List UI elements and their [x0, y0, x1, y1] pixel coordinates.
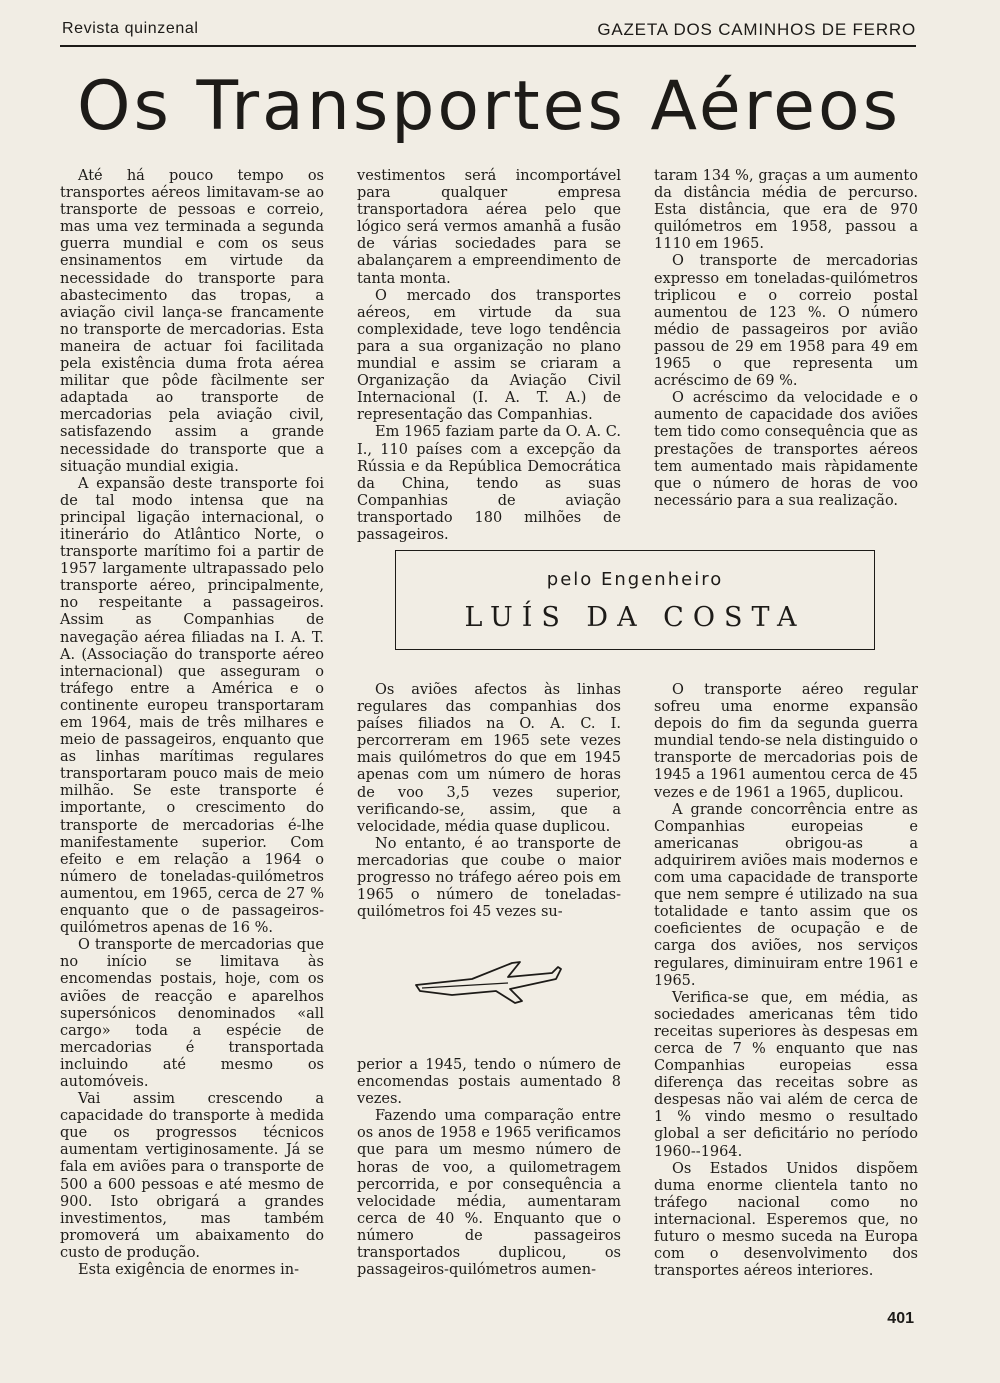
paragraph: O transporte de mercadorias que no início se limitava às encomendas postais, hoje, com os aviões de reacção e aparelhos supersónicos denominados «all cargo» toda a espécie de mercadorias é transportada incluindo até mesmo os automóveis. [60, 937, 324, 1090]
paragraph: A grande concorrência entre as Companhias europeias e americanas obrigou-as a adquirirem aviões mais modernos e com uma capacidade de transporte que nem sempre é utilizado na sua totalidade e tanto assim que os coeficientes de ocupação e de carga dos aviões, nos serviços regulares, diminuiram entre 1961 e 1965. [654, 801, 918, 989]
paragraph: Os Estados Unidos dispõem duma enorme clientela tanto no tráfego nacional como no internacional. Esperemos que, no futuro o mesmo suceda na Europa com o desenvolvimento dos transportes aéreos interiores. [654, 1160, 918, 1280]
article-title: Os Transportes Aéreos [76, 67, 901, 146]
paragraph: Verifica-se que, em média, as sociedades americanas têm tido receitas superiores às despesas em cerca de 7 % enquanto que nas Companhias europeias essa diferença das receitas sobre as despesas não vai além de cerca de 1 % vindo mesmo o resultado global a ser deficitário no período 1960--1964. [654, 989, 918, 1160]
paragraph: Os aviões afectos às linhas regulares das companhias dos países filiados na O. A. C. I. percorreram em 1965 sete vezes mais quilómetros do que em 1945 apenas com um número de horas de voo 3,5 vezes superior, verificando-se, assim, que a velocidade, média quase duplicou. [357, 682, 621, 835]
paragraph: taram 134 %, graças a um aumento da distância média de percurso. Esta distância, que era de 970 quilómetros em 1958, passou a 1110 em 1965. [654, 168, 918, 253]
page-number: 401 [887, 1310, 914, 1327]
paragraph: Em 1965 faziam parte da O. A. C. I., 110 países com a excepção da Rússia e da República Democrática da China, tendo as suas Companhias de aviação transportado 180 milhões de passageiros. [357, 424, 621, 543]
paragraph: perior a 1945, tendo o número de encomendas postais aumentado 8 vezes. [357, 1057, 621, 1108]
paragraph: A expansão deste transporte foi de tal modo intensa que na principal ligação internacional, o itinerário do Atlântico Norte, o transporte marítimo foi a partir de 1957 largamente ultrapassado pelo transporte aéreo, principalmente, no respeitante a passageiros. Assim as Companhias de navegação aérea filiadas na I. A. T. A. (Associação do transporte aéreo internacional) que asseguram o tráfego entre a América e o continente europeu transportaram em 1964, mais de três milhares e meio de passageiros, enquanto que as linhas marítimas regulares transportaram pouco mais de meio milhão. Se este transporte é importante, o crescimento do transporte de mercadorias é-lhe manifestamente superior. Com efeito e em relação a 1964 o número de toneladas-quilómetros aumentou, em 1965, cerca de 27 % enquanto que o de passageiros-quilómetros apenas de 16 %. [60, 475, 324, 937]
byline-prefix: pelo Engenheiro [546, 569, 724, 590]
paragraph: Vai assim crescendo a capacidade do transporte à medida que os progressos técnicos aumentam vertiginosamente. Já se fala em aviões para o transporte de 500 a 600 pessoas e até mesmo de 900. Isto obrigará a grandes investimentos, mas também promoverá um abaixamento do custo de produção. [60, 1091, 324, 1261]
column-3-bottom [654, 682, 918, 1280]
byline-box [395, 550, 875, 650]
magazine-title: GAZETA DOS CAMINHOS DE FERRO [597, 20, 916, 39]
column-3-top [654, 168, 918, 510]
paragraph: Esta exigência de enormes in- [78, 1262, 300, 1278]
header-rule [60, 45, 916, 47]
magazine-frequency: Revista quinzenal [62, 20, 199, 37]
column-2-middle [357, 682, 621, 921]
airplane-icon [412, 955, 562, 1010]
paragraph: O transporte aéreo regular sofreu uma enorme expansão depois do fim da segunda guerra mundial tendo-se nela distinguido o transporte de mercadorias pois de 1945 a 1961 aumentou cerca de 45 vezes e de 1961 a 1965, duplicou. [654, 682, 918, 801]
column-1 [60, 168, 324, 1279]
paragraph: No entanto, é ao transporte de mercadorias que coube o maior progresso no tráfego aéreo pois em 1965 o número de toneladas-quilómetros foi 45 vezes su- [357, 835, 621, 921]
paragraph: O acréscimo da velocidade e o aumento de capacidade dos aviões tem tido como consequência que as prestações de transportes aéreos tem aumentado mais ràpidamente que o número de horas de voo necessário para a sua realização. [654, 390, 918, 509]
paragraph: vestimentos será incomportável para qualquer empresa transportadora aérea pelo que lógico será vermos amanhã a fusão de várias sociedades para se abalançarem a empreendimento de tanta monta. [357, 168, 621, 287]
column-2-top [357, 168, 621, 544]
paragraph: O mercado dos transportes aéreos, em virtude da sua complexidade, teve logo tendência para a sua organização no plano mundial e assim se criaram a Organização da Aviação Civil Internacional (I. A. T. A.) de representação das Companhias. [357, 287, 621, 424]
paragraph: O transporte de mercadorias expresso em toneladas-quilómetros triplicou e o correio postal aumentou de 123 %. O número médio de passageiros por avião passou de 29 em 1958 para 49 em 1965 o que representa um acréscimo de 69 %. [654, 253, 918, 390]
column-2-bottom [357, 1057, 621, 1279]
paragraph: Fazendo uma comparação entre os anos de 1958 e 1965 verificamos que para um mesmo número de horas de voo, a quilometragem percorrida, e por consequência a velocidade média, aumentaram cerca de 40 %. Enquanto que o número de passageiros transportados duplicou, os passageiros-quilómetros aumen- [357, 1108, 621, 1279]
author-name: LUÍS DA COSTA [464, 602, 806, 633]
paragraph: Até há pouco tempo os transportes aéreos limitavam-se ao transporte de pessoas e correio, mas uma vez terminada a segunda guerra mundial e com os seus ensinamentos em virtude da necessidade do transporte para abastecimento das tropas, a aviação civil lança-se francamente no transporte de mercadorias. Esta maneira de actuar foi facilitada pela existência duma frota aérea militar que pôde fàcilmente ser adaptada ao transporte de mercadorias pela aviação civil, satisfazendo assim a grande necessidade do transporte que a situação mundial exigia. [60, 168, 324, 475]
